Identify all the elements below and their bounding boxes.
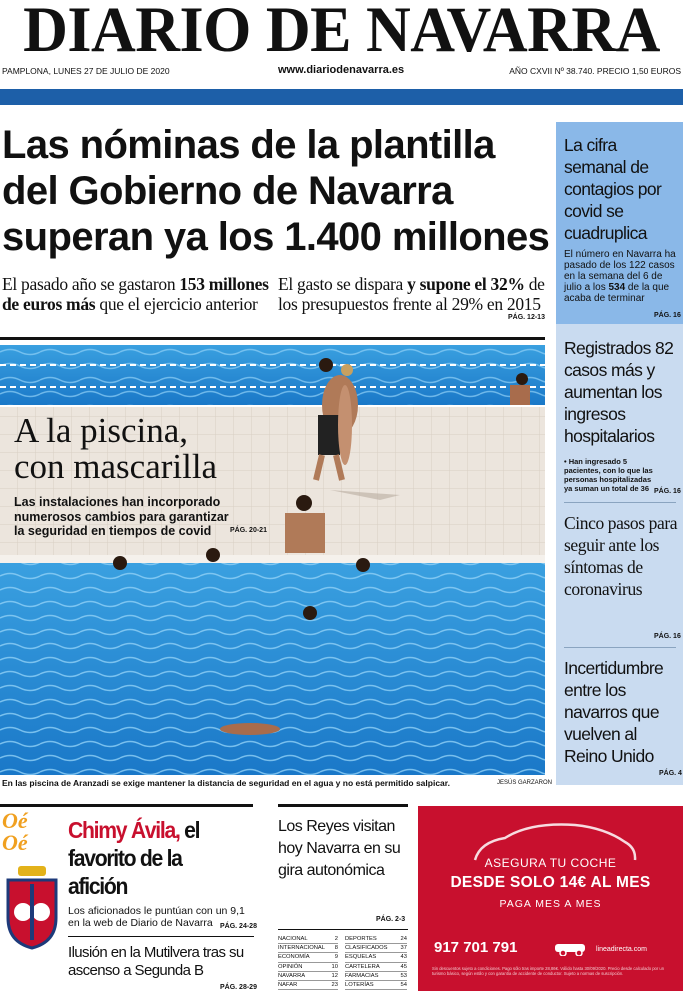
index-section-page: 43 — [400, 954, 407, 961]
index-right — [345, 935, 407, 990]
index-section-page: 8 — [334, 945, 338, 952]
osasuna-top-rule — [0, 804, 253, 807]
sidebar-item-3-headline[interactable]: Cinco pasos para seguir ante los síntomas de coronavirus — [564, 513, 678, 599]
index-left — [278, 935, 338, 990]
index-section-name: DEPORTES — [345, 936, 377, 942]
sidebar-divider — [564, 647, 676, 648]
lead-page-ref: PÁG. 12-13 — [508, 314, 545, 321]
index-row[interactable] — [345, 972, 407, 981]
index-rule — [278, 929, 408, 930]
blue-divider — [0, 89, 683, 105]
issue-price: AÑO CXVII Nº 38.740. PRECIO 1,50 EUROS — [509, 66, 681, 76]
reyes-headline[interactable]: Los Reyes visitan hoy Navarra en su gira autonómica — [278, 818, 401, 879]
index-section-page: 24 — [400, 936, 407, 942]
index-row[interactable] — [345, 963, 407, 972]
index-section-name: NACIONAL — [278, 936, 308, 942]
index-section-page: 53 — [400, 972, 407, 979]
photo-caption: En las piscina de Aranzadi se exige mantener la distancia de seguridad en el agua y no está permitido salpicar. — [2, 778, 450, 788]
index-section-name: LOTERÍAS — [345, 982, 374, 989]
index-row[interactable] — [345, 935, 407, 944]
index-section-name: NAFAR — [278, 982, 298, 989]
sidebar-item-1-page: PÁG. 16 — [654, 312, 681, 319]
sidebar-item-3-page: PÁG. 16 — [654, 633, 681, 640]
index-row[interactable] — [345, 981, 407, 990]
index-section-name: NAVARRA — [278, 972, 306, 979]
index-section-page: 9 — [334, 954, 338, 961]
lead-headline[interactable]: Las nóminas de la plantilla del Gobierno de Navarra superan ya los 1.400 millones — [2, 123, 550, 259]
sidebar-item-2-page: PÁG. 16 — [654, 488, 681, 495]
index-row[interactable] — [278, 944, 338, 953]
mutilvera-headline[interactable]: Ilusión en la Mutilvera tras su ascenso a Segunda B — [68, 944, 244, 979]
sidebar-item-4-page: PÁG. 4 — [659, 770, 682, 777]
index-section-name: ESQUELAS — [345, 954, 377, 961]
index-section-name: OPINIÓN — [278, 963, 303, 970]
index-section-page: 23 — [331, 982, 338, 989]
reyes-page-ref: PÁG. 2-3 — [376, 916, 406, 923]
index-row[interactable] — [278, 972, 338, 981]
osasuna-crest-icon — [4, 864, 60, 950]
lead-subhead-2: El gasto se dispara y supone el 32% de los presupuestos frente al 29% en 2015 — [278, 274, 545, 314]
ad-brand[interactable]: lineadirecta.com — [596, 946, 647, 953]
website-link[interactable]: www.diariodenavarra.es — [278, 64, 405, 76]
index-section-name: FARMACIAS — [345, 972, 379, 979]
index-section-name: INTERNACIONAL — [278, 945, 326, 952]
photo-subtitle: Las instalaciones han incorporado numerosos cambios para garantizar la seguridad en tiempos de covid — [14, 495, 229, 538]
index-section-page: 10 — [331, 963, 338, 970]
ad-line-1: ASEGURA TU COCHE — [484, 856, 617, 870]
dateline — [0, 64, 683, 78]
sidebar-item-2-bullet: • Han ingresado 5 pacientes, con lo que las personas hospitalizadas ya suman un total de 36 — [564, 457, 653, 493]
index-row[interactable] — [345, 953, 407, 962]
ad-line-3: PAGA MES A MES — [499, 898, 602, 910]
osasuna-page-1: PÁG. 24-28 — [220, 923, 257, 930]
index-section-name: CLASIFICADOS — [345, 945, 388, 952]
index-section-page: 12 — [331, 972, 338, 979]
photo-headline[interactable]: A la piscina, con mascarilla — [14, 411, 218, 486]
index-section-name: ECONOMÍA — [278, 954, 310, 961]
masthead — [0, 0, 683, 66]
ad-fine-print: Sin descuentos sujeto a condiciones. Pago sólo tras importe 28,86€. Válido hasta 30/09/2020. Precio desde calculado por un turismo básico, según estilo y con garantía de accidente de conductor. Sujeto a normas de suscripción. — [432, 966, 665, 977]
reyes-top-rule — [278, 804, 408, 807]
index-section-page: 2 — [334, 936, 338, 942]
pool-illustration — [0, 345, 545, 775]
index-row[interactable] — [278, 953, 338, 962]
ad-phone[interactable]: 917 701 791 — [434, 939, 518, 956]
index-row[interactable] — [278, 963, 338, 972]
reyes-section — [270, 808, 408, 991]
osasuna-page-2: PÁG. 28-29 — [220, 984, 257, 991]
index-section-page: 54 — [400, 982, 407, 989]
car-insurance-ad[interactable] — [418, 806, 683, 991]
index-section-name: CARTELERA — [345, 963, 380, 970]
index-row[interactable] — [278, 935, 338, 944]
index-row[interactable] — [278, 981, 338, 990]
sidebar-item-2-headline[interactable]: Registrados 82 casos más y aumentan los ingresos hospitalarios — [564, 338, 674, 446]
oe-logo: Oé Oé — [2, 808, 28, 855]
osasuna-text: Los aficionados le puntúan con un 9,1 en la web de Diario de Navarra — [68, 905, 245, 929]
sidebar-item-1-headline[interactable]: La cifra semanal de contagios por covid se cuadruplica — [564, 135, 662, 243]
osasuna-divider — [68, 936, 254, 937]
osasuna-headline[interactable]: Chimy Ávila, el favorito de la afición — [68, 817, 200, 899]
photo-credit: JESÚS GARZARON — [497, 780, 553, 786]
sidebar-item-4-headline[interactable]: Incertidumbre entre los navarros que vuelven al Reino Unido — [564, 658, 664, 766]
sidebar-item-1-text: El número en Navarra ha pasado de los 122 casos en la semana del 6 de julio a los 534 de la que acaba de terminar — [564, 249, 676, 304]
photo-page-ref: PÁG. 20-21 — [230, 527, 267, 534]
date-location: PAMPLONA, LUNES 27 DE JULIO DE 2020 — [2, 66, 170, 76]
pool-photo — [0, 345, 545, 775]
sidebar — [556, 122, 683, 785]
index-section-page: 37 — [400, 945, 407, 952]
index-section-page: 45 — [400, 963, 407, 970]
osasuna-section — [0, 808, 257, 991]
ad-line-2: DESDE SOLO 14€ AL MES — [450, 874, 651, 891]
phone-car-icon — [553, 938, 589, 956]
sidebar-divider — [564, 502, 676, 503]
newspaper-title: DIARIO DE NAVARRA — [23, 0, 660, 66]
lead-subhead-1: El pasado año se gastaron 153 millones de euros más que el ejercicio anterior — [2, 274, 269, 314]
index-row[interactable] — [345, 944, 407, 953]
photo-top-rule — [0, 337, 545, 340]
